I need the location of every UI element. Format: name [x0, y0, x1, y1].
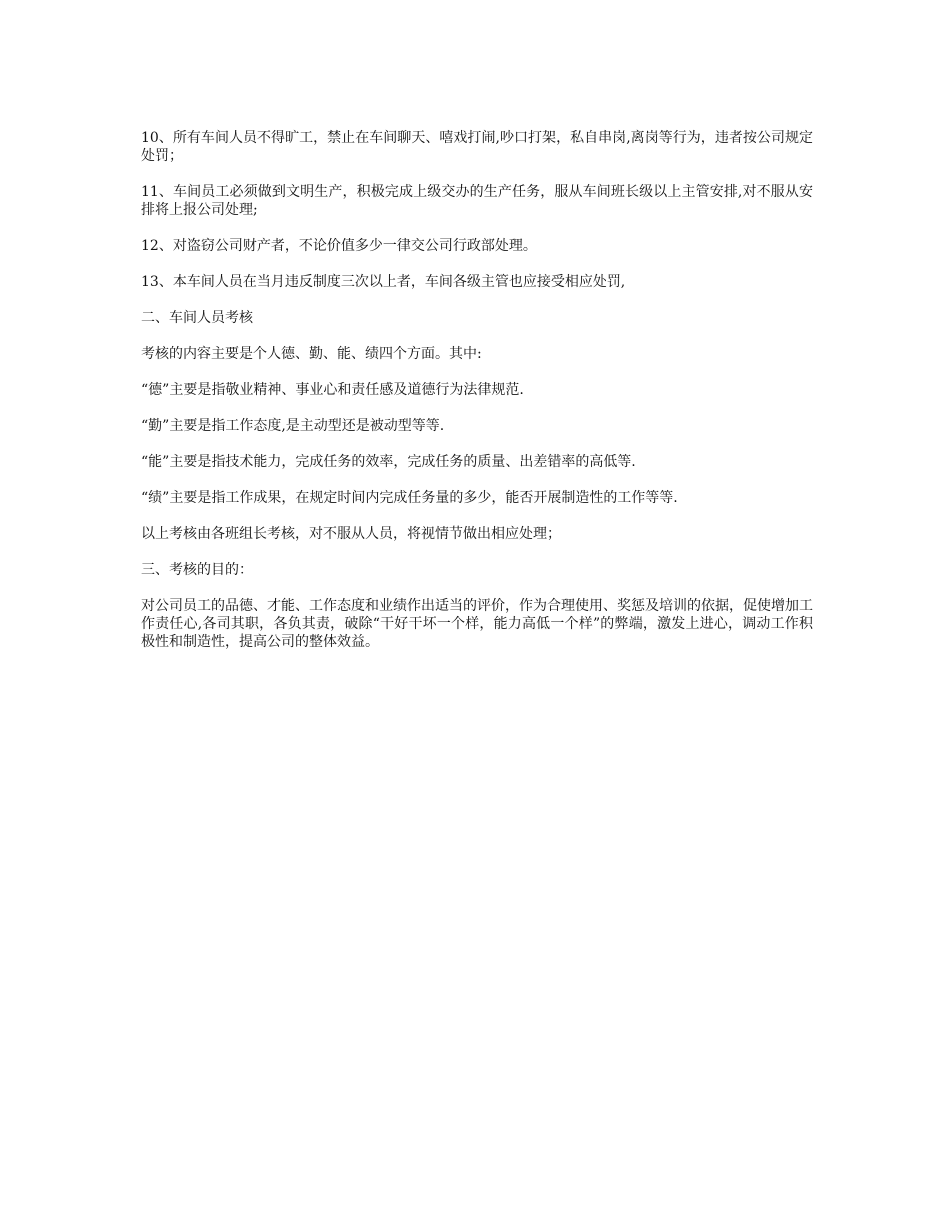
rule-12-paragraph: 12、对盗窃公司财产者，不论价值多少一律交公司行政部处理。: [141, 238, 537, 254]
diligence-paragraph: “勤”主要是指工作态度,是主动型还是被动型等等.: [141, 418, 445, 434]
section-2-heading: 二、车间人员考核: [141, 310, 253, 326]
virtue-paragraph: “德”主要是指敬业精神、事业心和责任感及道德行为法律规范.: [141, 382, 524, 398]
assessment-intro-paragraph: 考核的内容主要是个人德、勤、能、绩四个方面。其中:: [141, 346, 482, 362]
assessment-note-paragraph: 以上考核由各班组长考核，对不服从人员，将视情节做出相应处理；: [141, 526, 561, 542]
rule-11-paragraph: 11、车间员工必须做到文明生产，积极完成上级交办的生产任务，服从车间班长级以上主管安排,对不服从安排将上报公司处理;: [141, 184, 813, 218]
document-page: [141, 129, 813, 669]
rule-10-paragraph: 10、所有车间人员不得旷工，禁止在车间聊天、嘻戏打闹,吵口打架，私自串岗,离岗等行为，违者按公司规定处罚；: [141, 130, 813, 164]
rule-13-paragraph: 13、本车间人员在当月违反制度三次以上者，车间各级主管也应接受相应处罚,: [141, 274, 626, 290]
section-3-heading: 三、考核的目的：: [141, 562, 253, 578]
purpose-paragraph: 对公司员工的品德、才能、工作态度和业绩作出适当的评价，作为合理使用、奖惩及培训的依据，促使增加工作责任心,各司其职，各负其责，破除“干好干坏一个样，能力高低一个样”的弊端，激发上进心，调动工作积极性和制造性，提高公司的整体效益。: [141, 598, 813, 650]
performance-paragraph: “绩”主要是指工作成果，在规定时间内完成任务量的多少，能否开展制造性的工作等等.: [141, 490, 678, 506]
ability-paragraph: “能”主要是指技术能力，完成任务的效率，完成任务的质量、出差错率的高低等.: [141, 454, 636, 470]
